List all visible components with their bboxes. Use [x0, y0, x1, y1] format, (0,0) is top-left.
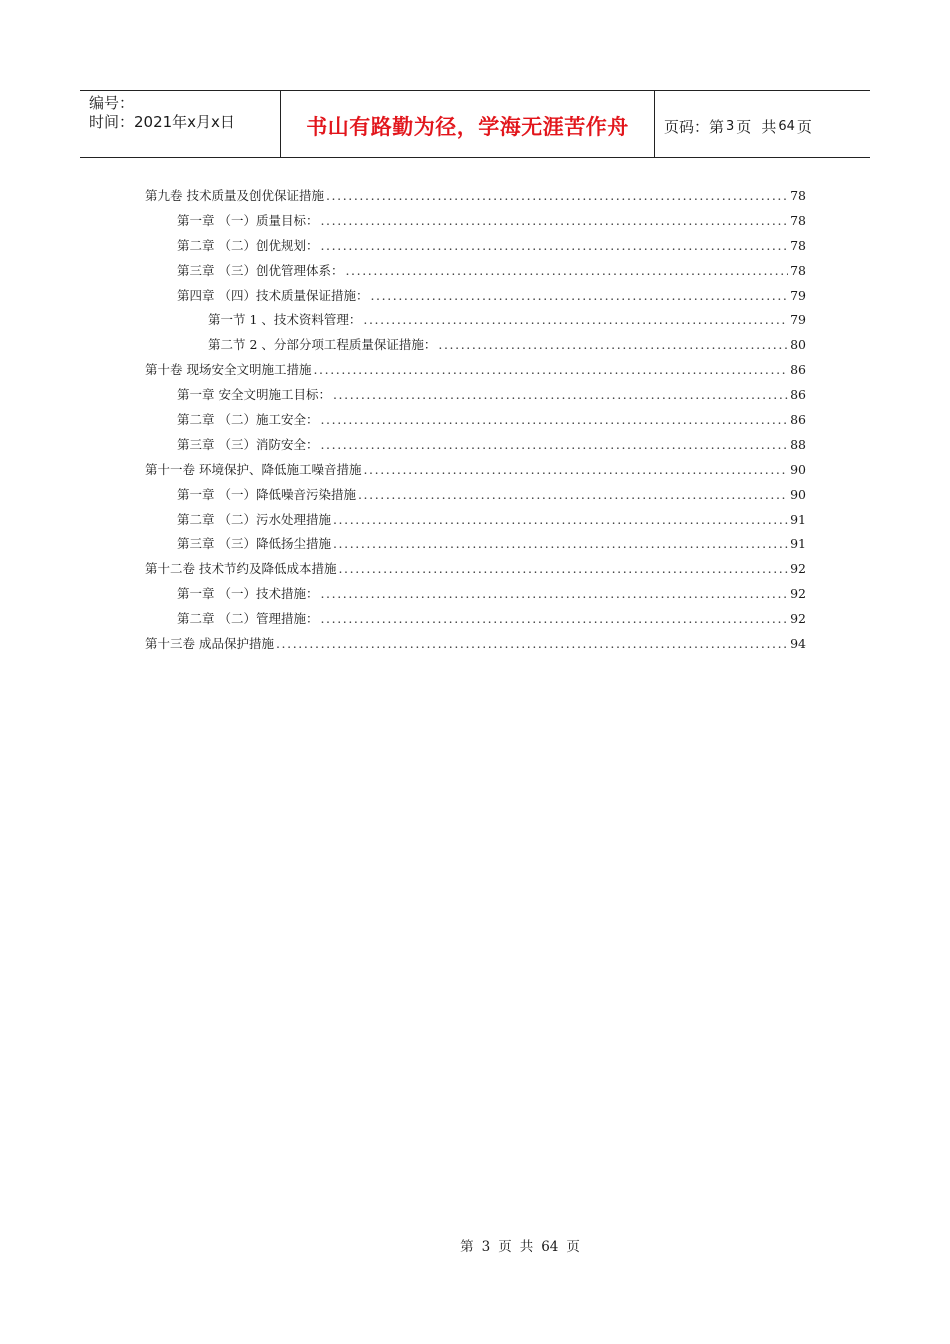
toc-entry-label: 第二章 （二）施工安全：: [177, 412, 319, 428]
toc-entry-label: 第四章 （四）技术质量保证措施：: [177, 287, 369, 303]
toc-dot-leader: [363, 312, 788, 327]
toc-entry-label: 第一节 1 、技术资料管理：: [208, 312, 362, 328]
document-time-label: 时间：2021年x月x日: [89, 113, 235, 131]
toc-entry-label: 第一章 安全文明施工目标：: [177, 387, 331, 403]
toc-dot-leader: [333, 536, 788, 551]
toc-dot-leader: [345, 263, 788, 278]
footer-current-page: 3: [481, 1239, 491, 1255]
footer-mid: 页: [498, 1239, 512, 1255]
toc-entry-page: 78: [790, 212, 806, 228]
toc-dot-leader: [358, 487, 788, 502]
header-page-total: 64: [778, 118, 795, 134]
header-page-suffix: 页: [796, 117, 812, 136]
toc-entry[interactable]: [145, 584, 806, 609]
toc-entry-page: 90: [790, 461, 806, 477]
toc-dot-leader: [320, 437, 788, 452]
toc-entry-label: 第一章 （一）质量目标：: [177, 212, 319, 228]
toc-entry-page: 92: [790, 611, 806, 627]
toc-dot-leader: [320, 611, 788, 626]
toc-entry[interactable]: [145, 609, 806, 634]
toc-entry[interactable]: [145, 261, 806, 286]
footer-total-pages: 64: [541, 1239, 559, 1255]
toc-entry-page: 91: [790, 536, 806, 552]
document-number-label: 编号：: [89, 94, 135, 112]
toc-entry[interactable]: [145, 236, 806, 261]
toc-entry-label: 第二章 （二）管理措施：: [177, 611, 319, 627]
toc-dot-leader: [313, 362, 788, 377]
table-of-contents: [145, 186, 806, 659]
header-motto: 书山有路勤为径，学海无涯苦作舟: [306, 115, 629, 139]
toc-dot-leader: [276, 636, 788, 651]
toc-entry-label: 第十卷 现场安全文明施工措施: [145, 362, 312, 378]
header-page-current: 3: [726, 118, 735, 134]
toc-entry-label: 第三章 （三）消防安全：: [177, 436, 319, 452]
toc-dot-leader: [320, 586, 788, 601]
toc-entry-page: 78: [790, 262, 806, 278]
toc-entry-page: 92: [790, 586, 806, 602]
footer-prefix: 第: [460, 1239, 474, 1255]
toc-entry-page: 78: [790, 237, 806, 253]
toc-dot-leader: [438, 337, 788, 352]
toc-entry-page: 91: [790, 511, 806, 527]
toc-entry[interactable]: [145, 559, 806, 584]
toc-entry-page: 79: [790, 287, 806, 303]
page-footer: [0, 1235, 950, 1255]
header-page-cell: [655, 91, 870, 157]
toc-dot-leader: [363, 462, 788, 477]
header-page-prefix: 页码：第: [664, 117, 725, 136]
header-page-total-prefix: 共: [761, 117, 777, 136]
toc-entry-page: 90: [790, 486, 806, 502]
header-meta-cell: [80, 91, 281, 157]
footer-suffix: 页: [566, 1239, 580, 1255]
toc-entry[interactable]: [145, 634, 806, 659]
toc-entry[interactable]: [145, 286, 806, 311]
toc-entry[interactable]: [145, 385, 806, 410]
toc-entry[interactable]: [145, 410, 806, 435]
toc-entry-label: 第三章 （三）降低扬尘措施: [177, 536, 331, 552]
toc-entry[interactable]: [145, 460, 806, 485]
toc-entry[interactable]: [145, 485, 806, 510]
toc-entry[interactable]: [145, 360, 806, 385]
toc-entry-page: 79: [790, 312, 806, 328]
document-header: [80, 90, 870, 158]
toc-entry[interactable]: [145, 211, 806, 236]
toc-dot-leader: [333, 387, 788, 402]
header-motto-cell: [281, 91, 655, 157]
toc-dot-leader: [338, 561, 788, 576]
toc-entry[interactable]: [145, 510, 806, 535]
footer-total-prefix: 共: [519, 1239, 534, 1255]
toc-entry-page: 78: [790, 188, 806, 203]
toc-entry-page: 94: [790, 636, 806, 652]
toc-entry[interactable]: [145, 186, 806, 211]
toc-entry-label: 第二节 2 、分部分项工程质量保证措施：: [208, 337, 437, 353]
toc-dot-leader: [320, 213, 788, 228]
toc-entry[interactable]: [145, 335, 806, 360]
toc-dot-leader: [333, 512, 788, 527]
toc-dot-leader: [370, 288, 788, 303]
toc-entry-label: 第三章 （三）创优管理体系：: [177, 262, 344, 278]
toc-entry-label: 第十二卷 技术节约及降低成本措施: [145, 561, 337, 577]
toc-entry-label: 第九卷 技术质量及创优保证措施: [145, 188, 324, 203]
toc-entry[interactable]: [145, 435, 806, 460]
toc-entry-label: 第十三卷 成品保护措施: [145, 636, 274, 652]
toc-entry-label: 第十一卷 环境保护、降低施工噪音措施: [145, 461, 362, 477]
toc-entry-label: 第一章 （一）降低噪音污染措施: [177, 486, 356, 502]
toc-dot-leader: [320, 238, 788, 253]
toc-entry-label: 第一章 （一）技术措施：: [177, 586, 319, 602]
toc-entry-page: 92: [790, 561, 806, 577]
toc-entry-page: 86: [790, 387, 806, 403]
toc-entry-label: 第二章 （二）创优规划：: [177, 237, 319, 253]
toc-entry[interactable]: [145, 310, 806, 335]
toc-dot-leader: [326, 188, 788, 203]
toc-entry-page: 80: [790, 337, 806, 353]
toc-entry-page: 88: [790, 436, 806, 452]
toc-entry-label: 第二章 （二）污水处理措施: [177, 511, 331, 527]
toc-entry[interactable]: [145, 534, 806, 559]
header-page-mid: 页: [736, 117, 752, 136]
toc-entry-page: 86: [790, 412, 806, 428]
toc-entry-page: 86: [790, 362, 806, 378]
toc-dot-leader: [320, 412, 788, 427]
